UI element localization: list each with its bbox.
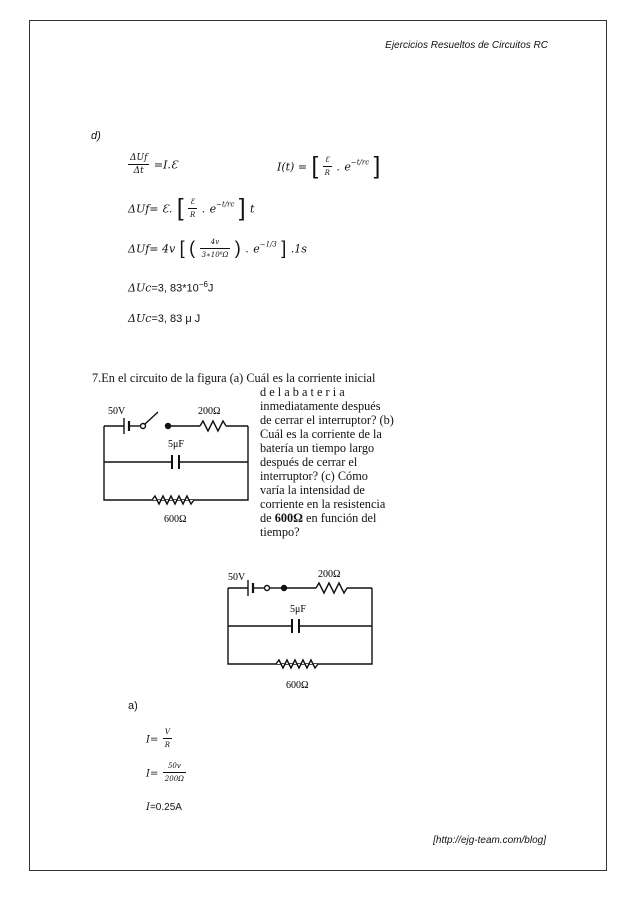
exp-base: e	[253, 242, 260, 256]
equation-rhs: t	[250, 202, 255, 216]
resistor-top-label: 200Ω	[318, 569, 341, 580]
equation-lhs: I	[146, 802, 150, 813]
page-header: Ejercicios Resueltos de Circuitos RC	[385, 40, 548, 51]
exponent: −t/rc	[350, 158, 370, 167]
equation-energy-2: ΔUf= 4v [ ( $\frac{4v}{\text{3∗10⁶Ω}}$ ) . $e^{-1/3}$ ] .1s	[128, 238, 307, 259]
bold-resistance-value: 600Ω	[274, 511, 303, 525]
fraction-numerator: 50v	[163, 760, 186, 773]
equation-result-1	[128, 280, 213, 295]
equation-rhs: .1s	[290, 242, 307, 256]
problem-line-2: d e l a b a t e r i a	[260, 385, 345, 399]
capacitor-label: 5μF	[290, 604, 306, 615]
problem-line-3: inmediatamente después	[260, 399, 381, 413]
equation-lhs: ΔUc	[128, 281, 152, 295]
problem-line-11: de 600Ω en función del	[260, 511, 377, 525]
battery-label: 50V	[228, 572, 246, 583]
circuit-diagram-2	[224, 568, 376, 696]
fraction-duf-dt	[128, 152, 149, 177]
exponent: −6	[198, 280, 208, 289]
fraction-denominator: R	[189, 211, 196, 219]
equation-ohm-1	[146, 726, 172, 751]
exponent: −1/3	[259, 240, 277, 249]
equation-ohm-result	[146, 802, 182, 813]
problem-line-12: tiempo?	[260, 525, 300, 539]
section-a-label: a)	[128, 700, 138, 712]
fraction-numerator: ΔUf	[130, 153, 148, 163]
problem-line-4: de cerrar el interruptor? (b)	[260, 413, 394, 427]
equation-power	[128, 152, 178, 177]
equation-rhs: =3, 83*10	[151, 282, 199, 295]
equation-current: I(t) = [ $\frac{Ɛ}{R}$ . $e^{-t/rc}$ ]	[277, 152, 381, 180]
capacitor-label: 5μF	[168, 439, 184, 450]
equation-rhs: =0.25A	[149, 802, 182, 813]
equation-unit: J	[207, 282, 214, 295]
fraction-numerator: V	[163, 726, 172, 739]
fraction-numerator: Ɛ	[323, 154, 332, 167]
exp-base: e	[209, 202, 217, 216]
equation-lhs: I=	[146, 734, 159, 746]
circuit-diagram-1	[100, 400, 252, 528]
equation-lhs: I(t) =	[277, 160, 308, 174]
fraction-50v-over-200	[163, 760, 186, 785]
footer-link[interactable]: [http://ejg-team.com/blog]	[433, 835, 546, 846]
problem-line-5: Cuál es la corriente de la	[260, 427, 382, 441]
problem-line-1: 7.En el circuito de la figura (a) Cuál es la corriente inicial	[92, 371, 376, 385]
fraction-4v	[200, 236, 231, 261]
problem-line-7: después de cerrar el	[260, 455, 358, 469]
equation-lhs: I=	[146, 768, 159, 780]
problem-line-8: interruptor? (c) Cómo	[260, 469, 368, 483]
exponent: −t/rc	[216, 200, 235, 209]
fraction-e-over-r	[323, 154, 332, 179]
fraction-e-over-r	[188, 196, 197, 221]
resistor-top-label: 200Ω	[198, 406, 221, 417]
section-d-label: d)	[91, 130, 101, 142]
problem-line-9: varía la intensidad de	[260, 483, 365, 497]
exp-base: e	[344, 160, 351, 174]
equation-lhs: ΔUf= Ɛ.	[128, 202, 173, 216]
equation-lhs: ΔUc	[128, 312, 152, 325]
equation-ohm-2	[146, 760, 186, 785]
battery-label: 50V	[108, 406, 126, 417]
fraction-numerator: 4v	[200, 236, 231, 249]
fraction-denominator: R	[164, 741, 171, 749]
equation-result-2	[128, 312, 200, 325]
fraction-denominator: R	[324, 169, 330, 177]
fraction-denominator: 3∗10⁶Ω	[201, 251, 229, 259]
equation-rhs: =I.Ɛ	[153, 158, 178, 172]
problem-line-10: corriente en la resistencia	[260, 497, 386, 511]
equation-energy-1: ΔUf= Ɛ. [ $\frac{Ɛ}{R}$ . $e^{-t/rc}$ ] t	[128, 194, 255, 222]
problem-line-6: batería un tiempo largo	[260, 441, 375, 455]
fraction-numerator: Ɛ	[188, 196, 197, 209]
resistor-bottom-label: 600Ω	[286, 680, 309, 691]
fraction-denominator: Δt	[133, 166, 144, 176]
equation-lhs: ΔUf= 4v	[128, 242, 176, 256]
fraction-denominator: 200Ω	[164, 775, 184, 783]
resistor-bottom-label: 600Ω	[164, 514, 187, 525]
equation-rhs: =3, 83 μ J	[151, 313, 201, 325]
fraction-v-over-r	[163, 726, 172, 751]
